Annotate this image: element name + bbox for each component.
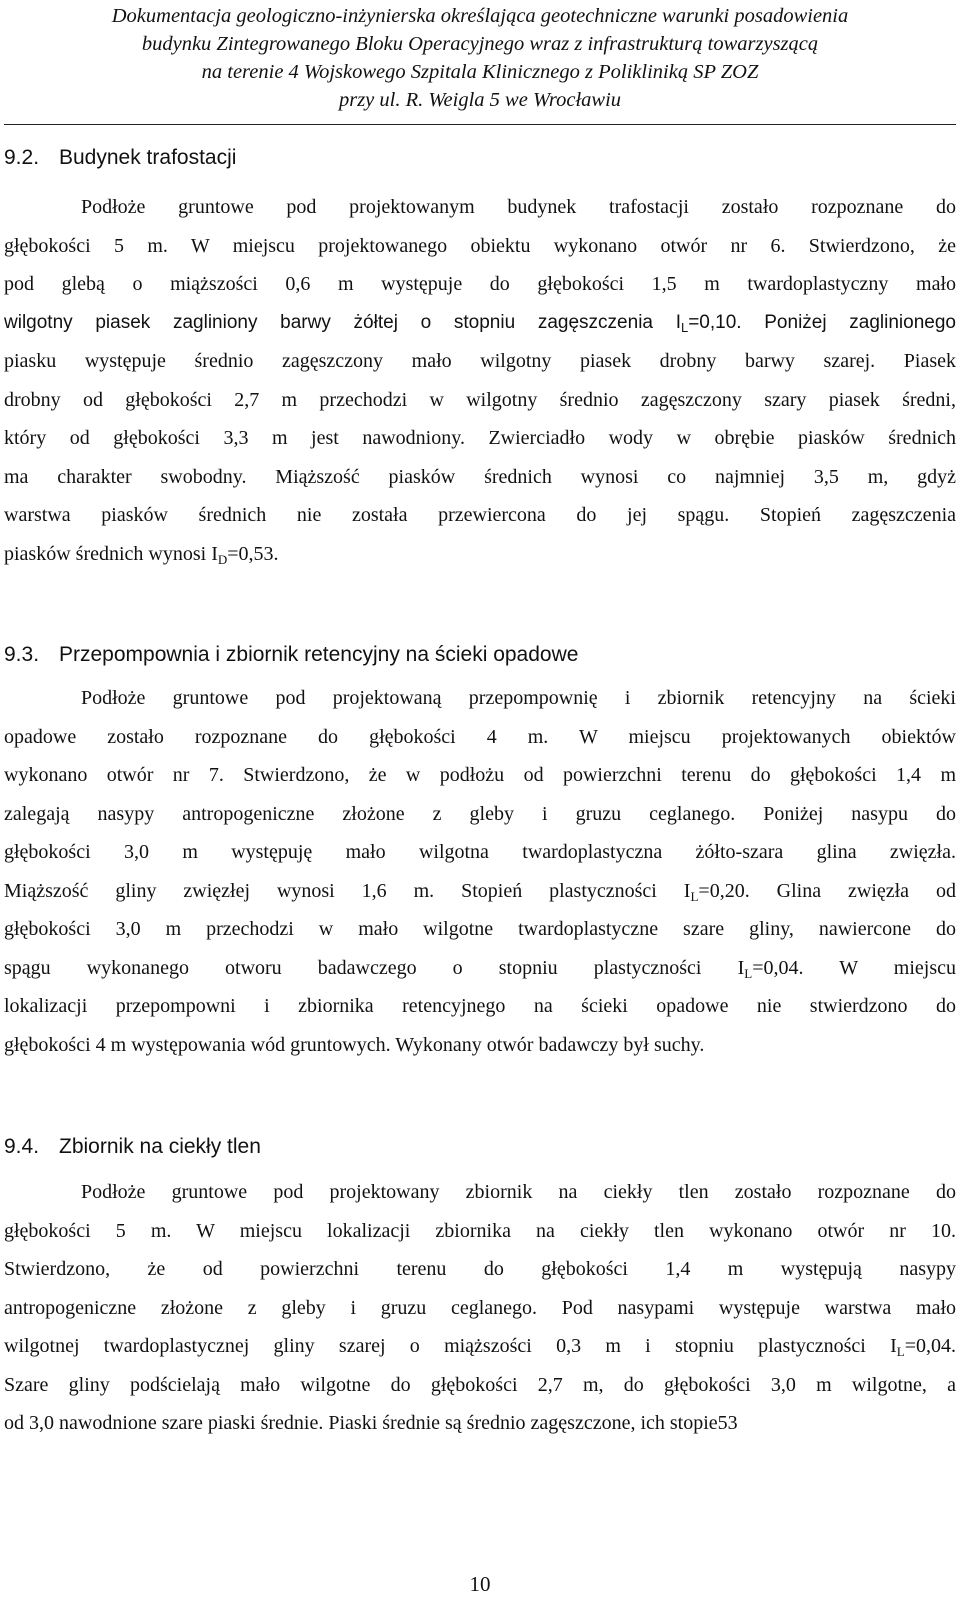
paragraph-line: drobny od głębokości 2,7 m przechodzi w wilgotny średnio zagęszczony szary piasek średni,	[4, 388, 956, 411]
paragraph-line: wilgotny piasek zagliniony barwy żółtej o stopniu zagęszczenia $I_L=0,10$. Poniżej zaglinionego	[4, 311, 956, 335]
paragraph-line: Podłoże gruntowe pod projektowanym budynek trafostacji zostało rozpoznane do	[81, 196, 956, 218]
subscript: L	[744, 965, 753, 981]
paragraph-line: spągu wykonanego otworu badawczego o stopniu plastyczności $I_L=0,04$. W miejscu	[4, 956, 956, 981]
paragraph-line: ma charakter swobodny. Miąższość piasków średnich wynosi co najmniej 3,5 m, gdyż	[4, 465, 956, 488]
paragraph-line: głębokości 3,0 m występuję mało wilgotna twardoplastyczna żółto-szara glina zwięzła.	[4, 841, 956, 863]
header-line: Dokumentacja geologiczno-inżynierska określająca geotechniczne warunki posadowienia	[111, 5, 849, 27]
paragraph-line: piasków średnich wynosi $I_D=0,53$.	[4, 542, 279, 567]
paragraph-line: Szare gliny podścielają mało wilgotne do głębokości 2,7 m, do głębokości 3,0 m wilgotne, a	[4, 1373, 956, 1396]
header-line: budynku Zintegrowanego Bloku Operacyjnego wraz z infrastrukturą towarzyszącą	[141, 33, 819, 55]
subscript: L	[680, 319, 689, 335]
paragraph-line: opadowe zostało rozpoznane do głębokości 4 m. W miejscu projektowanych obiektów	[4, 725, 956, 748]
paragraph-line: piasku występuje średnio zagęszczony mało wilgotny piasek drobny barwy szarej. Piasek	[4, 350, 956, 372]
header-line: przy ul. R. Weigla 5 we Wrocławiu	[338, 89, 622, 111]
section-heading	[4, 146, 944, 170]
header-line: na terenie 4 Wojskowego Szpitala Klinicznego z Polikliniką SP ZOZ	[201, 61, 759, 83]
paragraph-line: antropogeniczne złożone z gleby i gruzu ceglanego. Pod nasypami występuje warstwa mało	[4, 1296, 956, 1319]
section-paragraph	[4, 1173, 956, 1443]
paragraph-line: Podłoże gruntowe pod projektowaną przepompownię i zbiornik retencyjny na ścieki	[81, 687, 956, 709]
paragraph-line: głębokości 4 m występowania wód gruntowych. Wykonany otwór badawczy był suchy.	[4, 1033, 705, 1056]
section-title: Przepompownia i zbiornik retencyjny na ścieki opadowe	[59, 643, 579, 666]
page-number: 10	[469, 1572, 491, 1596]
paragraph-line: Miąższość gliny zwięzłej wynosi 1,6 m. Stopień plastyczności $I_L=0,20$. Glina zwięzła od	[4, 879, 956, 904]
section-heading	[4, 643, 944, 667]
section-number: 9.4.	[4, 1135, 40, 1158]
paragraph-line: zalegają nasypy antropogeniczne złożone z gleby i gruzu ceglanego. Poniżej nasypu do	[4, 802, 956, 825]
paragraph-line: od 3,0 nawodnione szare piaski średnie. Piaski średnie są średnio zagęszczone, ich stopie53	[4, 1412, 738, 1434]
section-number: 9.3.	[4, 643, 40, 666]
paragraph-line: lokalizacji przepompowni i zbiornika retencyjnego na ścieki opadowe nie stwierdzono do	[4, 995, 956, 1017]
paragraph-line: głębokości 3,0 m przechodzi w mało wilgotne twardoplastyczne szare gliny, nawiercone do	[4, 918, 956, 940]
paragraph-line: głębokości 5 m. W miejscu lokalizacji zbiornika na ciekły tlen wykonano otwór nr 10.	[4, 1219, 956, 1242]
paragraph-line: pod glebą o miąższości 0,6 m występuje do głębokości 1,5 m twardoplastyczny mało	[4, 273, 956, 295]
paragraph-line: wilgotnej twardoplastycznej gliny szarej o miąższości 0,3 m i stopniu plastyczności $I_L=0,04$.	[4, 1335, 956, 1359]
paragraph-line: Podłoże gruntowe pod projektowany zbiornik na ciekły tlen zostało rozpoznane do	[81, 1181, 956, 1203]
paragraph-line: głębokości 5 m. W miejscu projektowanego obiektu wykonano otwór nr 6. Stwierdzono, że	[4, 234, 956, 257]
paragraph-line: który od głębokości 3,3 m jest nawodniony. Zwierciadło wody w obrębie piasków średnich	[4, 427, 956, 449]
section-heading	[4, 1135, 944, 1159]
subscript: D	[217, 551, 228, 567]
header-divider	[4, 124, 956, 125]
section-title: Zbiornik na ciekły tlen	[59, 1135, 261, 1158]
paragraph-line: Stwierdzono, że od powierzchni terenu do głębokości 1,4 m występują nasypy	[4, 1258, 956, 1280]
section-number: 9.2.	[4, 146, 40, 169]
section-paragraph	[4, 188, 956, 573]
section-paragraph	[4, 679, 956, 1064]
document-header	[8, 2, 952, 114]
section-title: Budynek trafostacji	[59, 146, 237, 169]
subscript: L	[690, 888, 699, 904]
paragraph-line: wykonano otwór nr 7. Stwierdzono, że w podłożu od powierzchni terenu do głębokości 1,4 m	[4, 764, 956, 786]
subscript: L	[896, 1344, 905, 1359]
paragraph-line: warstwa piasków średnich nie została przewiercona do jej spągu. Stopień zagęszczenia	[4, 504, 956, 526]
